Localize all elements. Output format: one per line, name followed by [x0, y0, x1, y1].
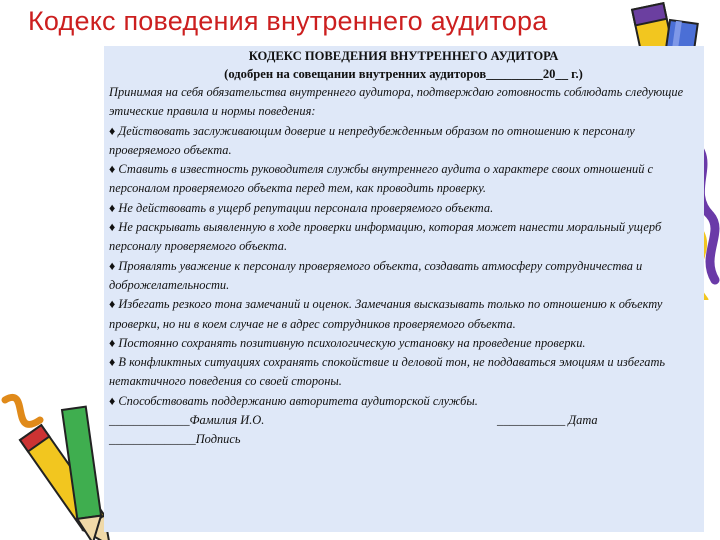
rule-item: ♦ В конфликтных ситуациях сохранять спокойствие и деловой тон, не поддаваться эмоциям и избегать нетактичного поведения со своей стороны. — [109, 355, 666, 389]
code-of-conduct-document — [104, 46, 704, 532]
rule-item: ♦ Не действовать в ущерб репутации персонала проверяемого объекта. — [109, 200, 494, 215]
document-title: КОДЕКС ПОВЕДЕНИЯ ВНУТРЕННЕГО АУДИТОРА — [248, 49, 559, 63]
rule-item: ♦ Проявлять уважение к персоналу проверяемого объекта, создавать атмосферу сотрудничества и доброжелательности. — [109, 258, 643, 292]
rule-item: ♦ Действовать заслуживающим доверие и непредубежденным образом по отношению к персоналу проверяемого объекта. — [109, 123, 635, 157]
rule-item: ♦ Не раскрывать выявленную в ходе проверки информацию, которая может нанести моральный ущерб персоналу проверяемого объекта. — [109, 220, 662, 254]
document-subtitle: (одобрен на совещании внутренних аудиторов_________20__ г.) — [224, 67, 583, 81]
swirl-icon — [5, 397, 40, 424]
document-intro: Принимая на себя обязательства внутреннего аудитора, подтверждаю готовность соблюдать следующие этические правила и нормы поведения: — [109, 85, 684, 119]
rule-item: ♦ Ставить в известность руководителя службы внутреннего аудита о характере своих отношений с персоналом проверяемого объекта перед тем, как проводить проверку. — [109, 162, 653, 196]
slide-title: Кодекс поведения внутреннего аудитора — [28, 6, 548, 36]
rule-item: ♦ Постоянно сохранять позитивную психологическую установку на проведение проверки. — [109, 335, 586, 350]
rule-item: ♦ Способствовать поддержанию авторитета аудиторской службы. — [109, 393, 478, 408]
signature-line — [109, 411, 698, 430]
sign-line — [109, 430, 698, 449]
name-field: _____________Фамилия И.О. — [109, 413, 265, 428]
rule-item: ♦ Избегать резкого тона замечаний и оценок. Замечания высказывать только по отношению к объекту проверки, но ни в коем случае не в адрес сотрудников проверяемого объекта. — [109, 297, 663, 331]
pencils-clipart-bottom-left — [0, 380, 110, 540]
sign-field: ______________Подпись — [109, 432, 241, 447]
date-field: ___________ Дата — [497, 413, 598, 428]
